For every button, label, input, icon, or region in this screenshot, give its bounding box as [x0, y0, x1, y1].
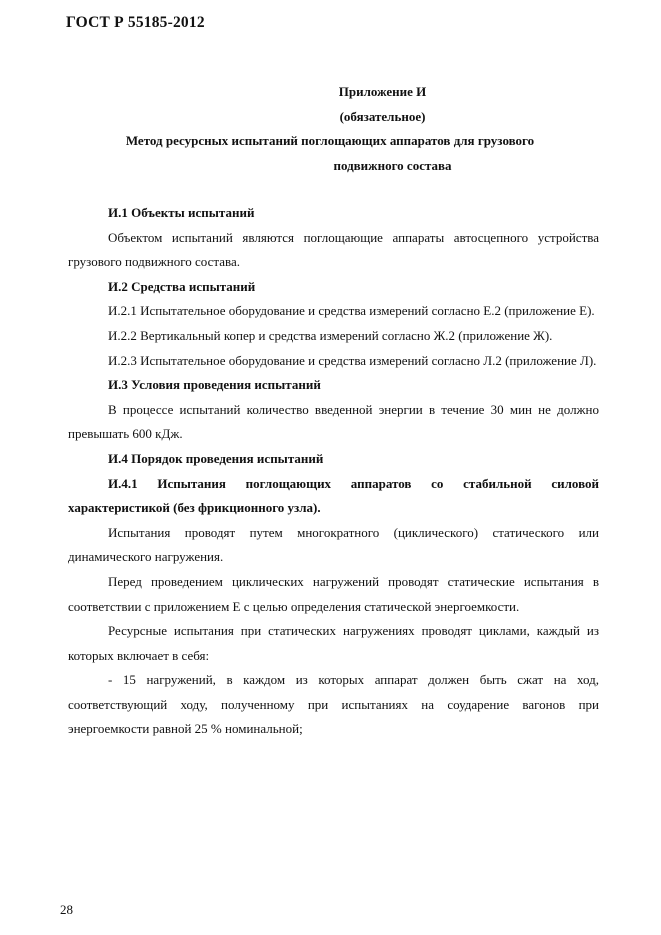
section-3-paragraph: В процессе испытаний количество введенной энергии в течение 30 мин не должно превышать 600 кДж. — [68, 401, 599, 442]
section-heading-1: И.1 Объекты испытаний — [108, 205, 255, 220]
document-body — [68, 201, 599, 742]
annex-name-line-2: подвижного состава — [333, 157, 452, 173]
section-heading-2: И.2 Средства испытаний — [108, 278, 256, 294]
annex-title: Приложение И — [338, 84, 427, 99]
annex-name-line-1: Метод ресурсных испытаний поглощающих аппаратов для грузового — [125, 133, 535, 148]
paragraph-testing-method: Испытания проводят путем многократного (циклического) статического или динамического нагружения. — [68, 524, 599, 565]
paragraph-static-tests: Перед проведением циклических нагружений проводят статические испытания в соответствии с приложением Е с целью определения статической энергоемкости. — [68, 573, 599, 614]
section-heading-3: И.3 Условия проведения испытаний — [108, 377, 321, 393]
annex-status: (обязательное) — [339, 108, 426, 124]
paragraph-resource-tests: Ресурсные испытания при статических нагружениях проводят циклами, каждый из которых включает в себя: — [68, 623, 599, 663]
list-item-loadings: - 15 нагружений, в каждом из которых аппарат должен быть сжат на ход, соответствующий ходу, полученному при испытаниях на соударение вагонов при энергоемкости равной 25 % номинальной; — [68, 672, 599, 737]
section-heading-4: И.4 Порядок проведения испытаний — [108, 450, 324, 466]
clause-2-1: И.2.1 Испытательное оборудование и средства измерений согласно Е.2 (приложение Е). — [108, 303, 595, 319]
clause-2-3: И.2.3 Испытательное оборудование и средства измерений согласно Л.2 (приложение Л). — [108, 352, 597, 368]
document-standard-number: ГОСТ Р 55185-2012 — [66, 14, 205, 31]
clause-2-2: И.2.2 Вертикальный копер и средства измерений согласно Ж.2 (приложение Ж). — [108, 327, 553, 343]
annex-title-block — [60, 80, 600, 178]
section-1-paragraph: Объектом испытаний являются поглощающие аппараты автосцепного устройства грузового подвижного состава. — [68, 229, 599, 270]
clause-4-1-heading: И.4.1 Испытания поглощающих аппаратов со стабильной силовой характеристикой (без фрикционного узла). — [68, 475, 599, 516]
page-number: 28 — [60, 902, 73, 917]
